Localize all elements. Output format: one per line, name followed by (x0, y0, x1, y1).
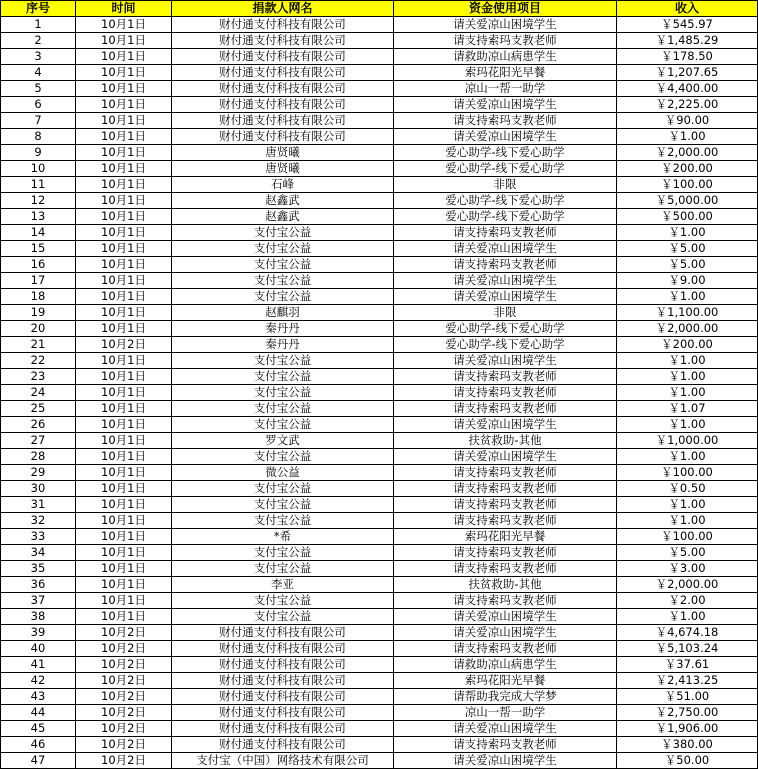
cell-date[interactable]: 10月2日 (76, 753, 172, 769)
cell-index[interactable]: 46 (1, 737, 76, 753)
table-row (1, 673, 758, 689)
cell-donor[interactable]: 支付宝公益 (172, 273, 394, 289)
table-row (1, 81, 758, 97)
table-row (1, 561, 758, 577)
cell-date[interactable]: 10月2日 (76, 737, 172, 753)
cell-date[interactable]: 10月2日 (76, 337, 172, 353)
cell-donor[interactable]: 李亚 (172, 577, 394, 593)
cell-date[interactable]: 10月2日 (76, 625, 172, 641)
cell-project[interactable]: 爱心助学-线下爱心助学 (394, 161, 617, 177)
cell-donor[interactable]: 赵鑫武 (172, 209, 394, 225)
table-row (1, 241, 758, 257)
cell-donor[interactable]: 石峰 (172, 177, 394, 193)
cell-project[interactable]: 请关爱凉山困境学生 (394, 353, 617, 369)
cell-project[interactable]: 请支持索玛支教老师 (394, 737, 617, 753)
cell-donor[interactable]: 支付宝公益 (172, 385, 394, 401)
cell-donor[interactable]: 财付通支付科技有限公司 (172, 721, 394, 737)
cell-income[interactable]: ￥1,485.29 (617, 33, 758, 49)
cell-income[interactable]: ￥1.00 (617, 417, 758, 433)
cell-date[interactable]: 10月1日 (76, 369, 172, 385)
cell-income[interactable]: ￥100.00 (617, 177, 758, 193)
cell-project[interactable]: 请支持索玛支教老师 (394, 225, 617, 241)
cell-donor[interactable]: 支付宝公益 (172, 481, 394, 497)
cell-date[interactable]: 10月2日 (76, 641, 172, 657)
cell-date[interactable]: 10月1日 (76, 225, 172, 241)
cell-income[interactable]: ￥2,000.00 (617, 145, 758, 161)
cell-donor[interactable]: 支付宝公益 (172, 225, 394, 241)
cell-income[interactable]: ￥9.00 (617, 273, 758, 289)
cell-index[interactable]: 14 (1, 225, 76, 241)
cell-project[interactable]: 请支持索玛支教老师 (394, 465, 617, 481)
cell-date[interactable]: 10月1日 (76, 497, 172, 513)
cell-index[interactable]: 22 (1, 353, 76, 369)
cell-income[interactable]: ￥1.00 (617, 353, 758, 369)
cell-income[interactable]: ￥100.00 (617, 465, 758, 481)
cell-donor[interactable]: 赵鑫武 (172, 193, 394, 209)
cell-date[interactable]: 10月1日 (76, 401, 172, 417)
table-row (1, 625, 758, 641)
cell-donor[interactable]: 财付通支付科技有限公司 (172, 33, 394, 49)
cell-index[interactable]: 3 (1, 49, 76, 65)
cell-index[interactable]: 23 (1, 369, 76, 385)
table-row (1, 65, 758, 81)
cell-donor[interactable]: 财付通支付科技有限公司 (172, 705, 394, 721)
cell-index[interactable]: 45 (1, 721, 76, 737)
cell-income[interactable]: ￥0.50 (617, 481, 758, 497)
table-row (1, 177, 758, 193)
table-row (1, 161, 758, 177)
cell-date[interactable]: 10月1日 (76, 481, 172, 497)
cell-index[interactable]: 42 (1, 673, 76, 689)
table-row (1, 273, 758, 289)
header-cell-project[interactable]: 资金使用项目 (394, 1, 617, 17)
cell-donor[interactable]: 财付通支付科技有限公司 (172, 673, 394, 689)
cell-income[interactable]: ￥1.00 (617, 289, 758, 305)
cell-date[interactable]: 10月2日 (76, 673, 172, 689)
cell-project[interactable]: 请支持索玛支教老师 (394, 481, 617, 497)
cell-index[interactable]: 20 (1, 321, 76, 337)
cell-date[interactable]: 10月1日 (76, 305, 172, 321)
cell-donor[interactable]: 唐贤曦 (172, 161, 394, 177)
cell-donor[interactable]: 财付通支付科技有限公司 (172, 737, 394, 753)
cell-project[interactable]: 请支持索玛支教老师 (394, 385, 617, 401)
cell-donor[interactable]: 支付宝公益 (172, 497, 394, 513)
table-row (1, 369, 758, 385)
cell-index[interactable]: 6 (1, 97, 76, 113)
table-row (1, 577, 758, 593)
cell-index[interactable]: 5 (1, 81, 76, 97)
cell-index[interactable]: 35 (1, 561, 76, 577)
table-row (1, 289, 758, 305)
cell-income[interactable]: ￥1.00 (617, 609, 758, 625)
cell-index[interactable]: 44 (1, 705, 76, 721)
cell-income[interactable]: ￥5.00 (617, 257, 758, 273)
cell-donor[interactable]: 支付宝（中国）网络技术有限公司 (172, 753, 394, 769)
table-row (1, 529, 758, 545)
cell-income[interactable]: ￥1.00 (617, 129, 758, 145)
table-row (1, 657, 758, 673)
cell-income[interactable]: ￥1.07 (617, 401, 758, 417)
cell-income[interactable]: ￥1,906.00 (617, 721, 758, 737)
cell-project[interactable]: 请支持索玛支教老师 (394, 257, 617, 273)
cell-income[interactable]: ￥1.00 (617, 497, 758, 513)
cell-project[interactable]: 索玛花阳光早餐 (394, 65, 617, 81)
cell-index[interactable]: 29 (1, 465, 76, 481)
header-cell-donor[interactable]: 捐款人网名 (172, 1, 394, 17)
cell-date[interactable]: 10月1日 (76, 177, 172, 193)
cell-date[interactable]: 10月1日 (76, 593, 172, 609)
cell-project[interactable]: 请关爱凉山困境学生 (394, 609, 617, 625)
cell-project[interactable]: 请关爱凉山困境学生 (394, 273, 617, 289)
cell-date[interactable]: 10月1日 (76, 257, 172, 273)
cell-date[interactable]: 10月1日 (76, 561, 172, 577)
cell-income[interactable]: ￥51.00 (617, 689, 758, 705)
cell-donor[interactable]: 赵麒羽 (172, 305, 394, 321)
cell-date[interactable]: 10月1日 (76, 129, 172, 145)
cell-index[interactable]: 25 (1, 401, 76, 417)
cell-date[interactable]: 10月1日 (76, 449, 172, 465)
cell-date[interactable]: 10月1日 (76, 241, 172, 257)
cell-project[interactable]: 请支持索玛支教老师 (394, 593, 617, 609)
table-row (1, 721, 758, 737)
cell-income[interactable]: ￥3.00 (617, 561, 758, 577)
cell-donor[interactable]: 支付宝公益 (172, 289, 394, 305)
cell-project[interactable]: 请关爱凉山困境学生 (394, 289, 617, 305)
cell-index[interactable]: 13 (1, 209, 76, 225)
cell-project[interactable]: 请支持索玛支教老师 (394, 113, 617, 129)
cell-donor[interactable]: 罗文武 (172, 433, 394, 449)
cell-index[interactable]: 8 (1, 129, 76, 145)
cell-donor[interactable]: 秦丹丹 (172, 321, 394, 337)
cell-index[interactable]: 32 (1, 513, 76, 529)
cell-income[interactable]: ￥1,100.00 (617, 305, 758, 321)
cell-donor[interactable]: 秦丹丹 (172, 337, 394, 353)
cell-income[interactable]: ￥1.00 (617, 385, 758, 401)
cell-project[interactable]: 凉山一帮一助学 (394, 81, 617, 97)
cell-income[interactable]: ￥1.00 (617, 449, 758, 465)
cell-project[interactable]: 请关爱凉山困境学生 (394, 129, 617, 145)
cell-income[interactable]: ￥380.00 (617, 737, 758, 753)
header-cell-index[interactable]: 序号 (1, 1, 76, 17)
cell-donor[interactable]: 财付通支付科技有限公司 (172, 689, 394, 705)
cell-project[interactable]: 爱心助学-线下爱心助学 (394, 321, 617, 337)
cell-income[interactable]: ￥2,750.00 (617, 705, 758, 721)
cell-donor[interactable]: 财付通支付科技有限公司 (172, 129, 394, 145)
cell-project[interactable]: 请救助凉山病患学生 (394, 657, 617, 673)
cell-income[interactable]: ￥1,207.65 (617, 65, 758, 81)
cell-donor[interactable]: 支付宝公益 (172, 449, 394, 465)
cell-index[interactable]: 34 (1, 545, 76, 561)
cell-index[interactable]: 43 (1, 689, 76, 705)
cell-donor[interactable]: 支付宝公益 (172, 545, 394, 561)
cell-date[interactable]: 10月1日 (76, 17, 172, 33)
cell-index[interactable]: 2 (1, 33, 76, 49)
cell-project[interactable]: 请支持索玛支教老师 (394, 641, 617, 657)
cell-date[interactable]: 10月1日 (76, 529, 172, 545)
table-row (1, 689, 758, 705)
cell-date[interactable]: 10月1日 (76, 33, 172, 49)
cell-project[interactable]: 请关爱凉山困境学生 (394, 97, 617, 113)
cell-date[interactable]: 10月1日 (76, 433, 172, 449)
header-row (1, 1, 758, 17)
cell-index[interactable]: 27 (1, 433, 76, 449)
cell-project[interactable]: 请帮助我完成大学梦 (394, 689, 617, 705)
cell-donor[interactable]: 财付通支付科技有限公司 (172, 625, 394, 641)
cell-income[interactable]: ￥545.97 (617, 17, 758, 33)
cell-project[interactable]: 爱心助学-线下爱心助学 (394, 145, 617, 161)
table-row (1, 129, 758, 145)
cell-project[interactable]: 爱心助学-线下爱心助学 (394, 193, 617, 209)
cell-date[interactable]: 10月1日 (76, 65, 172, 81)
cell-index[interactable]: 18 (1, 289, 76, 305)
cell-project[interactable]: 爱心助学-线下爱心助学 (394, 337, 617, 353)
cell-date[interactable]: 10月2日 (76, 705, 172, 721)
table-row (1, 753, 758, 769)
table-row (1, 609, 758, 625)
cell-date[interactable]: 10月2日 (76, 721, 172, 737)
cell-income[interactable]: ￥4,674.18 (617, 625, 758, 641)
cell-project[interactable]: 请关爱凉山困境学生 (394, 753, 617, 769)
cell-date[interactable]: 10月1日 (76, 465, 172, 481)
cell-project[interactable]: 请关爱凉山困境学生 (394, 241, 617, 257)
cell-donor[interactable]: 财付通支付科技有限公司 (172, 65, 394, 81)
cell-donor[interactable]: 支付宝公益 (172, 513, 394, 529)
table-row (1, 545, 758, 561)
cell-index[interactable]: 17 (1, 273, 76, 289)
cell-project[interactable]: 请支持索玛支教老师 (394, 401, 617, 417)
cell-date[interactable]: 10月1日 (76, 49, 172, 65)
table-row (1, 337, 758, 353)
cell-date[interactable]: 10月1日 (76, 289, 172, 305)
cell-income[interactable]: ￥37.61 (617, 657, 758, 673)
cell-income[interactable]: ￥2,000.00 (617, 321, 758, 337)
cell-income[interactable]: ￥500.00 (617, 209, 758, 225)
cell-date[interactable]: 10月1日 (76, 81, 172, 97)
cell-income[interactable]: ￥2.00 (617, 593, 758, 609)
header-cell-date[interactable]: 时间 (76, 1, 172, 17)
cell-donor[interactable]: 支付宝公益 (172, 417, 394, 433)
cell-project[interactable]: 请支持索玛支教老师 (394, 561, 617, 577)
cell-income[interactable]: ￥4,400.00 (617, 81, 758, 97)
cell-donor[interactable]: 支付宝公益 (172, 369, 394, 385)
cell-index[interactable]: 15 (1, 241, 76, 257)
cell-project[interactable]: 索玛花阳光早餐 (394, 529, 617, 545)
table-row (1, 705, 758, 721)
cell-index[interactable]: 40 (1, 641, 76, 657)
cell-project[interactable]: 请支持索玛支教老师 (394, 513, 617, 529)
table-row (1, 737, 758, 753)
cell-index[interactable]: 38 (1, 609, 76, 625)
table-row (1, 209, 758, 225)
cell-donor[interactable]: 财付通支付科技有限公司 (172, 81, 394, 97)
cell-index[interactable]: 10 (1, 161, 76, 177)
cell-income[interactable]: ￥1,000.00 (617, 433, 758, 449)
cell-index[interactable]: 28 (1, 449, 76, 465)
cell-project[interactable]: 爱心助学-线下爱心助学 (394, 209, 617, 225)
cell-date[interactable]: 10月1日 (76, 417, 172, 433)
table-row (1, 433, 758, 449)
cell-donor[interactable]: 支付宝公益 (172, 401, 394, 417)
cell-income[interactable]: ￥1.00 (617, 513, 758, 529)
cell-project[interactable]: 请支持索玛支教老师 (394, 369, 617, 385)
cell-index[interactable]: 33 (1, 529, 76, 545)
cell-project[interactable]: 请关爱凉山困境学生 (394, 417, 617, 433)
table-row (1, 481, 758, 497)
table-row (1, 513, 758, 529)
cell-date[interactable]: 10月1日 (76, 545, 172, 561)
cell-donor[interactable]: 财付通支付科技有限公司 (172, 657, 394, 673)
cell-donor[interactable]: 财付通支付科技有限公司 (172, 97, 394, 113)
cell-date[interactable]: 10月1日 (76, 193, 172, 209)
cell-income[interactable]: ￥5,000.00 (617, 193, 758, 209)
cell-income[interactable]: ￥5,103.24 (617, 641, 758, 657)
cell-donor[interactable]: 唐贤曦 (172, 145, 394, 161)
table-row (1, 401, 758, 417)
table-row (1, 353, 758, 369)
table-row (1, 49, 758, 65)
cell-project[interactable]: 请关爱凉山困境学生 (394, 721, 617, 737)
cell-date[interactable]: 10月2日 (76, 657, 172, 673)
cell-date[interactable]: 10月1日 (76, 385, 172, 401)
cell-project[interactable]: 请支持索玛支教老师 (394, 33, 617, 49)
cell-income[interactable]: ￥200.00 (617, 161, 758, 177)
cell-project[interactable]: 请关爱凉山困境学生 (394, 625, 617, 641)
table-row (1, 145, 758, 161)
cell-index[interactable]: 9 (1, 145, 76, 161)
cell-index[interactable]: 47 (1, 753, 76, 769)
cell-donor[interactable]: 支付宝公益 (172, 561, 394, 577)
cell-index[interactable]: 36 (1, 577, 76, 593)
table-row (1, 497, 758, 513)
cell-project[interactable]: 索玛花阳光早餐 (394, 673, 617, 689)
cell-project[interactable]: 非限 (394, 177, 617, 193)
cell-income[interactable]: ￥1.00 (617, 369, 758, 385)
cell-project[interactable]: 扶贫救助-其他 (394, 577, 617, 593)
cell-date[interactable]: 10月1日 (76, 145, 172, 161)
cell-date[interactable]: 10月1日 (76, 209, 172, 225)
cell-index[interactable]: 26 (1, 417, 76, 433)
cell-donor[interactable]: *希 (172, 529, 394, 545)
table-row (1, 257, 758, 273)
cell-date[interactable]: 10月1日 (76, 353, 172, 369)
cell-date[interactable]: 10月2日 (76, 689, 172, 705)
cell-donor[interactable]: 支付宝公益 (172, 353, 394, 369)
cell-project[interactable]: 请救助凉山病患学生 (394, 49, 617, 65)
table-row (1, 449, 758, 465)
table-row (1, 385, 758, 401)
cell-donor[interactable]: 财付通支付科技有限公司 (172, 113, 394, 129)
cell-date[interactable]: 10月1日 (76, 321, 172, 337)
cell-date[interactable]: 10月1日 (76, 113, 172, 129)
cell-project[interactable]: 请关爱凉山困境学生 (394, 17, 617, 33)
table-row (1, 593, 758, 609)
cell-donor[interactable]: 支付宝公益 (172, 593, 394, 609)
cell-income[interactable]: ￥5.00 (617, 545, 758, 561)
table-row (1, 17, 758, 33)
cell-donor[interactable]: 支付宝公益 (172, 241, 394, 257)
cell-index[interactable]: 7 (1, 113, 76, 129)
cell-date[interactable]: 10月1日 (76, 161, 172, 177)
cell-date[interactable]: 10月1日 (76, 609, 172, 625)
cell-index[interactable]: 30 (1, 481, 76, 497)
cell-index[interactable]: 11 (1, 177, 76, 193)
cell-project[interactable]: 非限 (394, 305, 617, 321)
cell-index[interactable]: 41 (1, 657, 76, 673)
cell-index[interactable]: 39 (1, 625, 76, 641)
cell-index[interactable]: 16 (1, 257, 76, 273)
cell-index[interactable]: 1 (1, 17, 76, 33)
cell-date[interactable]: 10月1日 (76, 513, 172, 529)
table-row (1, 321, 758, 337)
cell-income[interactable]: ￥200.00 (617, 337, 758, 353)
cell-donor[interactable]: 支付宝公益 (172, 609, 394, 625)
cell-project[interactable]: 请关爱凉山困境学生 (394, 449, 617, 465)
cell-income[interactable]: ￥2,225.00 (617, 97, 758, 113)
cell-date[interactable]: 10月1日 (76, 97, 172, 113)
cell-income[interactable]: ￥5.00 (617, 241, 758, 257)
cell-date[interactable]: 10月1日 (76, 577, 172, 593)
cell-income[interactable]: ￥100.00 (617, 529, 758, 545)
cell-donor[interactable]: 财付通支付科技有限公司 (172, 641, 394, 657)
cell-index[interactable]: 19 (1, 305, 76, 321)
cell-donor[interactable]: 财付通支付科技有限公司 (172, 17, 394, 33)
cell-income[interactable]: ￥178.50 (617, 49, 758, 65)
cell-donor[interactable]: 微公益 (172, 465, 394, 481)
cell-income[interactable]: ￥50.00 (617, 753, 758, 769)
cell-donor[interactable]: 支付宝公益 (172, 257, 394, 273)
cell-income[interactable]: ￥2,000.00 (617, 577, 758, 593)
table-row (1, 97, 758, 113)
table-row (1, 113, 758, 129)
cell-income[interactable]: ￥1.00 (617, 225, 758, 241)
cell-index[interactable]: 4 (1, 65, 76, 81)
table-row (1, 305, 758, 321)
cell-project[interactable]: 请支持索玛支教老师 (394, 545, 617, 561)
cell-index[interactable]: 31 (1, 497, 76, 513)
table-row (1, 417, 758, 433)
table-row (1, 193, 758, 209)
table-row (1, 225, 758, 241)
cell-income[interactable]: ￥90.00 (617, 113, 758, 129)
cell-project[interactable]: 凉山一帮一助学 (394, 705, 617, 721)
table-body (1, 17, 758, 769)
table-row (1, 33, 758, 49)
cell-income[interactable]: ￥2,413.25 (617, 673, 758, 689)
header-cell-income[interactable]: 收入 (617, 1, 758, 17)
cell-project[interactable]: 请支持索玛支教老师 (394, 497, 617, 513)
table-row (1, 465, 758, 481)
cell-donor[interactable]: 财付通支付科技有限公司 (172, 49, 394, 65)
cell-index[interactable]: 21 (1, 337, 76, 353)
cell-date[interactable]: 10月1日 (76, 273, 172, 289)
table-row (1, 641, 758, 657)
cell-index[interactable]: 24 (1, 385, 76, 401)
cell-project[interactable]: 扶贫救助-其他 (394, 433, 617, 449)
cell-index[interactable]: 12 (1, 193, 76, 209)
cell-index[interactable]: 37 (1, 593, 76, 609)
